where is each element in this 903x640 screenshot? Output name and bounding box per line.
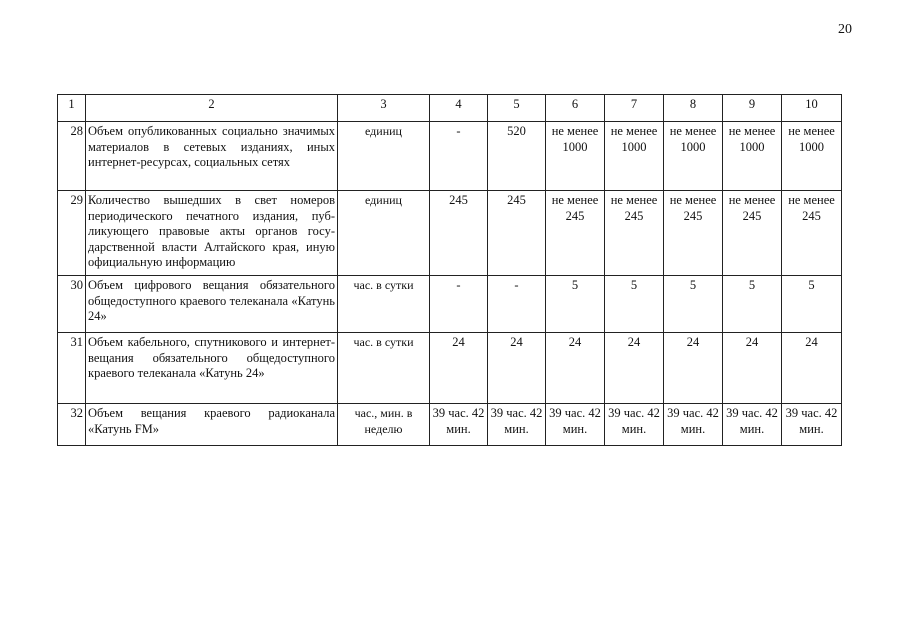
column-header: 5	[488, 95, 546, 122]
value-cell: не менее 1000	[723, 122, 782, 191]
value-cell: 39 час. 42 мин.	[546, 404, 605, 446]
value-cell: 39 час. 42 мин.	[430, 404, 488, 446]
row-number: 30	[58, 276, 86, 333]
column-header: 8	[664, 95, 723, 122]
unit-cell: час. в сутки	[338, 276, 430, 333]
value-cell: 5	[546, 276, 605, 333]
column-header: 3	[338, 95, 430, 122]
table-row	[58, 276, 842, 333]
unit-cell: единиц	[338, 122, 430, 191]
value-cell: -	[430, 122, 488, 191]
unit-cell: час. в сутки	[338, 333, 430, 404]
value-cell: 39 час. 42 мин.	[664, 404, 723, 446]
indicator-name: Объем кабельного, спутникового и интернет-вещания обязательного общедоступного краевого телеканала «Катунь 24»	[86, 333, 338, 404]
value-cell: 24	[430, 333, 488, 404]
value-cell: 39 час. 42 мин.	[782, 404, 842, 446]
value-cell: 245	[488, 191, 546, 276]
table-header-row	[58, 95, 842, 122]
value-cell: 24	[488, 333, 546, 404]
indicator-name: Объем опубликованных социально значимых материалов в сетевых изданиях, иных интернет-ресурсах, социальных сетях	[86, 122, 338, 191]
value-cell: не менее 1000	[664, 122, 723, 191]
table-row	[58, 122, 842, 191]
row-number: 32	[58, 404, 86, 446]
page-number: 20	[838, 22, 852, 37]
value-cell: не менее 245	[723, 191, 782, 276]
value-cell: 5	[664, 276, 723, 333]
indicator-name: Объем цифрового вещания обязательного общедоступного краевого телеканала «Катунь 24»	[86, 276, 338, 333]
column-header: 2	[86, 95, 338, 122]
column-header: 6	[546, 95, 605, 122]
value-cell: 24	[546, 333, 605, 404]
value-cell: 24	[723, 333, 782, 404]
indicator-name: Объем вещания краевого радиоканала «Катунь FM»	[86, 404, 338, 446]
value-cell: не менее 1000	[782, 122, 842, 191]
value-cell: 24	[664, 333, 723, 404]
column-header: 10	[782, 95, 842, 122]
unit-cell: час., мин. в неделю	[338, 404, 430, 446]
column-header: 1	[58, 95, 86, 122]
value-cell: 39 час. 42 мин.	[605, 404, 664, 446]
value-cell: 5	[605, 276, 664, 333]
value-cell: -	[430, 276, 488, 333]
table-row	[58, 191, 842, 276]
column-header: 4	[430, 95, 488, 122]
value-cell: не менее 245	[546, 191, 605, 276]
value-cell: не менее 245	[605, 191, 664, 276]
value-cell: -	[488, 276, 546, 333]
indicator-name: Количество вышедших в свет номеров периодического печатного издания, публикующего правовые акты органов государственной власти Алтайского края, иную официальную информацию	[86, 191, 338, 276]
value-cell: не менее 1000	[546, 122, 605, 191]
unit-cell: единиц	[338, 191, 430, 276]
row-number: 31	[58, 333, 86, 404]
value-cell: 5	[782, 276, 842, 333]
value-cell: не менее 1000	[605, 122, 664, 191]
table-row	[58, 404, 842, 446]
value-cell: не менее 245	[782, 191, 842, 276]
value-cell: не менее 245	[664, 191, 723, 276]
value-cell: 39 час. 42 мин.	[723, 404, 782, 446]
column-header: 9	[723, 95, 782, 122]
value-cell: 24	[782, 333, 842, 404]
column-header: 7	[605, 95, 664, 122]
table-row	[58, 333, 842, 404]
row-number: 29	[58, 191, 86, 276]
value-cell: 5	[723, 276, 782, 333]
value-cell: 520	[488, 122, 546, 191]
value-cell: 245	[430, 191, 488, 276]
row-number: 28	[58, 122, 86, 191]
value-cell: 24	[605, 333, 664, 404]
value-cell: 39 час. 42 мин.	[488, 404, 546, 446]
indicators-table	[57, 94, 842, 446]
